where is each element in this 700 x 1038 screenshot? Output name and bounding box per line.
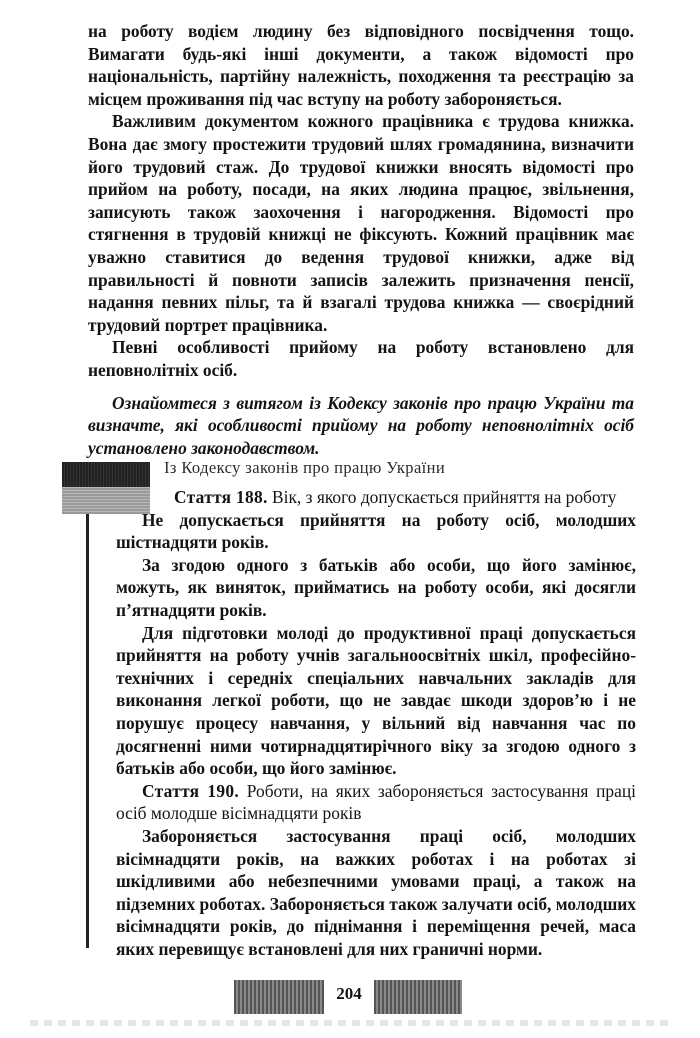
footer-bar-left [234, 980, 324, 1014]
article-188-para-1: Не допускається прийняття на роботу осіб, молодших шістнадцяти років. [116, 509, 636, 553]
paragraph-documents: на роботу водієм людину без відповідного посвідчення тощо. Вимагати будь-які інші документи, а також відомості про національність, партійну належність, походження та реєстрацію за місцем проживання під час вступу на роботу забороняється. [88, 21, 634, 109]
article-190-number: Стаття 190. [142, 780, 240, 801]
article-190-para-1: Забороняється застосування праці осіб, молодших вісімнадцяти років, на важких роботах і на роботах зі шкідливими або небезпечними умовами праці, а також на підземних роботах. Забороняється також залучати осіб, молодших вісімнадцяти років, до піднімання і переміщення речей, маса яких перевищує встановлені для них граничні норми. [116, 825, 636, 959]
article-188-para-2: За згодою одного з батьків або особи, що його замінює, можуть, як виняток, прийматись на роботу особи, які досягли п’ятнадцяти років. [116, 554, 636, 620]
paragraph-minors: Певні особливості прийому на роботу встановлено для неповнолітніх осіб. [88, 337, 634, 380]
article-188-heading [116, 486, 636, 509]
law-extract [116, 486, 636, 960]
main-text [88, 20, 634, 459]
article-190-title: Роботи, на яких забороняється застосування праці осіб молодше вісімнадцяти років [116, 780, 636, 824]
paragraph-work-book: Важливим документом кожного працівника є трудова книжка. Вона дає змогу простежити трудовий шлях громадянина, визначити його трудовий стаж. До трудової книжки вносять відомості про прийом на роботу, посади, на яких людина працює, звільнення, записують також заохочення і нагородження. Відомості про стягнення в трудовій книжці не фіксують. Кожний працівник має уважно ставитися до ведення трудової книжки, адже від правильності й повноти записів залежить призначення пенсії, надання певних пільг, та й взагалі трудова книжка — своєрідний трудовий портрет працівника. [88, 111, 634, 335]
extract-marker-dark [62, 462, 150, 487]
article-188-title: Вік, з якого допускається прийняття на роботу [267, 487, 617, 507]
page-number: 204 [336, 984, 362, 1003]
scan-noise [30, 1020, 670, 1026]
task-instruction: Ознайомтеся з витягом із Кодексу законів про працю України та визначте, які особливості прийому на роботу неповнолітніх осіб установлено законодавством. [88, 392, 634, 458]
article-188-para-3: Для підготовки молоді до продуктивної праці допускається прийняття на роботу учнів загальноосвітніх шкіл, професійно-технічних і середніх спеціальних навчальних закладів для виконання легкої роботи, що не завдає шкоди здоров’ю і не порушує процесу навчання, у вільний від навчання час по досягненні ними чотирнадцятирічного віку за згодою одного з батьків або особи, що його замінює. [116, 622, 636, 779]
article-188-number: Стаття 188. [174, 487, 268, 507]
article-190-heading [116, 780, 636, 825]
extract-title: Із Кодексу законів про працю України [164, 458, 446, 477]
footer-bar-right [374, 980, 462, 1014]
extract-side-rule [86, 514, 89, 948]
